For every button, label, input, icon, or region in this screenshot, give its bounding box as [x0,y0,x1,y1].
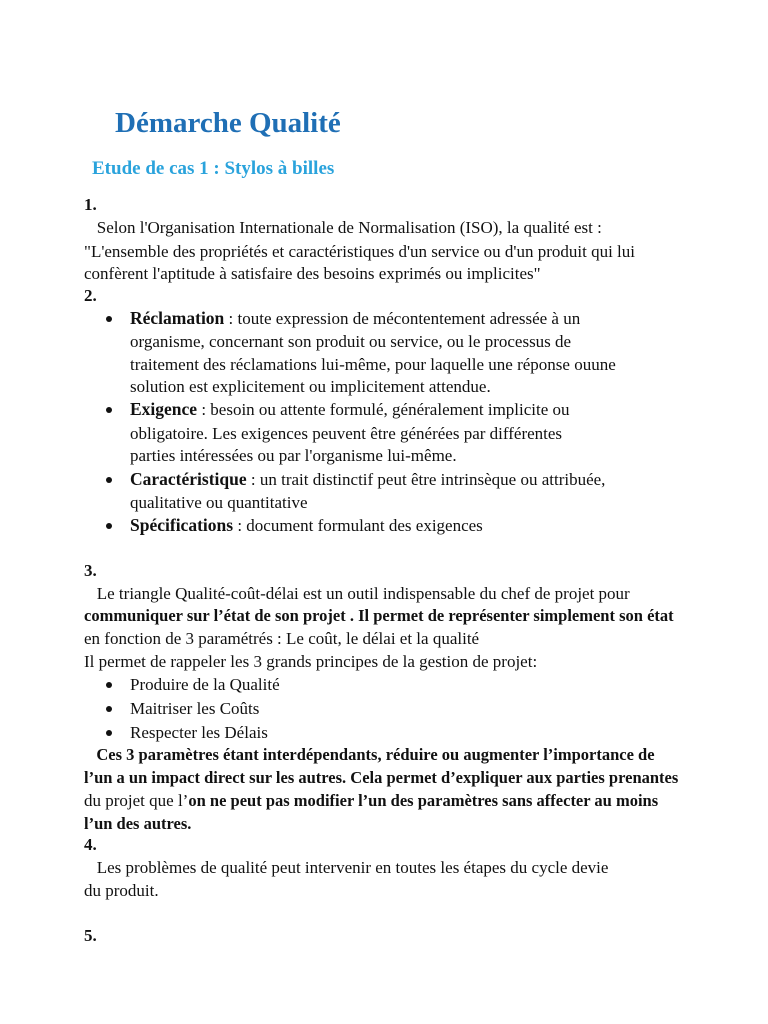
principle-item: Produire de la Qualité [130,675,280,694]
definition-line: qualitative ou quantitative [130,493,308,512]
term-reclamation: Réclamation [130,308,225,328]
definition-line: obligatoire. Les exigences peuvent être générées par différentes [130,424,563,443]
section-5-number: 5. [84,926,97,945]
definition-text: : un trait distinctif peut être intrinsèque ou attribuée, [246,470,606,489]
definition-reclamation [130,307,580,330]
bullet-icon [106,523,112,529]
definition-line: traitement des réclamations lui-même, pour laquelle une réponse ouune [130,355,616,374]
section-3-line-1: Le triangle Qualité-coût-délai est un outil indispensable du chef de projet pour [84,584,630,603]
section-1-number: 1. [84,195,97,214]
definition-text: : toute expression de mécontentement adressée à un [224,309,581,328]
definition-text: : document formulant des exigences [233,516,483,535]
section-3-line-4: Il permet de rappeler les 3 grands principes de la gestion de projet: [84,652,538,671]
principle-item: Respecter les Délais [130,723,268,742]
definition-caracteristique [130,468,605,491]
section-3-line-2: communiquer sur l’état de son projet . Il permet de représenter simplement son état [84,606,674,625]
section-4-number: 4. [84,835,97,854]
section-1-line-3: confèrent l'aptitude à satisfaire des besoins exprimés ou implicites" [84,264,541,283]
bullet-icon [106,407,112,413]
section-1-line-1: Selon l'Organisation Internationale de Normalisation (ISO), la qualité est : [84,218,602,237]
definition-exigence [130,398,570,421]
definition-line: solution est explicitement ou implicitement attendue. [130,377,491,396]
section-3-paragraph-line-2: l’un a un impact direct sur les autres. Cela permet d’expliquer aux parties prenantes [84,768,679,787]
bullet-icon [106,316,112,322]
section-4-line-2: du produit. [84,881,159,900]
term-caracteristique: Caractéristique [130,469,247,489]
section-3-paragraph-line-3 [84,789,658,812]
definition-specifications [130,514,483,537]
term-exigence: Exigence [130,399,198,419]
bullet-icon [106,706,112,712]
section-3-paragraph-line-1: Ces 3 paramètres étant interdépendants, réduire ou augmenter l’importance de [84,745,655,764]
bullet-icon [106,730,112,736]
document-title: Démarche Qualité [115,107,341,139]
case-study-subtitle: Etude de cas 1 : Stylos à billes [92,158,335,179]
section-4-line-1: Les problèmes de qualité peut intervenir en toutes les étapes du cycle devie [84,858,609,877]
section-1-line-2: "L'ensemble des propriétés et caractéristiques d'un service ou d'un produit qui lui [84,242,635,261]
section-3-number: 3. [84,561,97,580]
bullet-icon [106,477,112,483]
principle-item: Maitriser les Coûts [130,699,260,718]
term-specifications: Spécifications [130,515,234,535]
paragraph-text: du projet que l’ [84,791,189,810]
definition-line: parties intéressées ou par l'organisme lui-même. [130,446,457,465]
definition-line: organisme, concernant son produit ou service, ou le processus de [130,332,572,351]
definition-text: : besoin ou attente formulé, généralement implicite ou [197,400,570,419]
bullet-icon [106,682,112,688]
section-2-number: 2. [84,286,97,305]
section-3-paragraph-line-4: l’un des autres. [84,814,192,833]
section-3-line-3: en fonction de 3 paramétrés : Le coût, le délai et la qualité [84,629,480,648]
paragraph-emphasis: on ne peut pas modifier l’un des paramètres sans affecter au moins [188,791,659,810]
